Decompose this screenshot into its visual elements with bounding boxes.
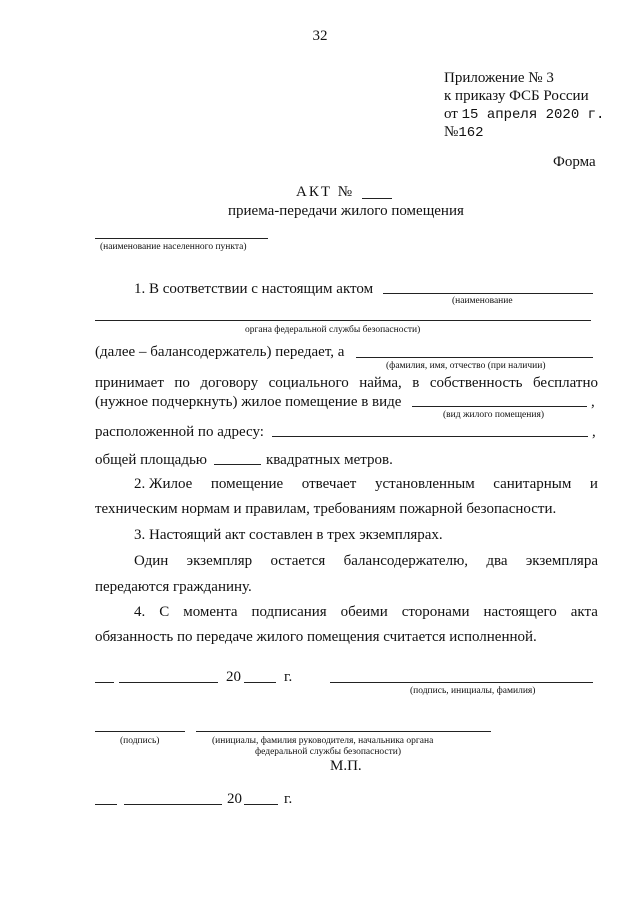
locality-hint: (наименование населенного пункта) (100, 242, 247, 252)
appendix-line-2: к приказу ФСБ России (444, 88, 589, 104)
word: С (159, 604, 170, 620)
area-field[interactable] (214, 464, 261, 465)
comma-1: , (591, 394, 595, 410)
p4-line-2: обязанность по передаче жилого помещения считается исполненной. (95, 629, 537, 645)
word: Один (134, 553, 169, 569)
act-number-field[interactable] (362, 198, 392, 199)
p1-line-6-end: квадратных метров. (266, 452, 393, 468)
word: помещение (210, 476, 284, 492)
word: экземпляр (186, 553, 253, 569)
p3: 3. Настоящий акт составлен в трех экземплярах. (134, 527, 443, 543)
word: принимает (95, 375, 164, 391)
p1-line-6-start: общей площадью (95, 452, 208, 468)
year-prefix-2: 20 (227, 791, 242, 807)
recipient-fio-field[interactable] (356, 357, 593, 358)
year-suffix-2: г. (284, 791, 293, 807)
org-name-hint-1: (наименование (452, 296, 513, 306)
head-hint-2: федеральной службы безопасности) (255, 747, 402, 757)
sign-full-hint: (подпись, инициалы, фамилия) (410, 686, 536, 696)
word: в (412, 375, 420, 391)
appendix-line-1: Приложение № 3 (444, 70, 554, 86)
word: экземпляра (525, 553, 598, 569)
comma-2: , (592, 424, 596, 440)
act-title: АКТ № (296, 184, 355, 200)
word: остается (270, 553, 326, 569)
head-hint-1: (инициалы, фамилия руководителя, начальника органа (212, 736, 434, 746)
appendix-number: 162 (458, 125, 484, 141)
year-prefix-1: 20 (226, 669, 241, 685)
org-name-field-2[interactable] (95, 320, 591, 321)
word: обеими (340, 604, 388, 620)
year-field-2[interactable] (244, 804, 278, 805)
p3b-line-1 (134, 553, 598, 570)
word: по (174, 375, 190, 391)
appendix-line-4 (444, 124, 484, 142)
month-field-2[interactable] (124, 804, 222, 805)
form-label: Форма (553, 154, 596, 170)
word: найма, (359, 375, 402, 391)
month-field-1[interactable] (119, 682, 218, 683)
dwelling-type-hint: (вид жилого помещения) (443, 410, 544, 420)
word: акта (570, 604, 598, 620)
word: отвечает (301, 476, 357, 492)
word: установленным (374, 476, 475, 492)
recipient-signature-field[interactable] (330, 682, 593, 683)
address-field[interactable] (272, 436, 588, 437)
appendix-date: 15 апреля 2020 г. (461, 107, 605, 123)
word: бесплатно (533, 375, 598, 391)
word: момента (183, 604, 238, 620)
p1-line-5: расположенной по адресу: (95, 424, 264, 440)
word: сторонами (401, 604, 470, 620)
head-name-field[interactable] (196, 731, 491, 732)
org-name-hint-2: органа федеральной службы безопасности) (245, 325, 421, 335)
word: 4. (134, 604, 146, 620)
word: балансодержателю, (343, 553, 469, 569)
act-subtitle: приема-передачи жилого помещения (228, 203, 464, 219)
appendix-date-prefix: от (444, 106, 458, 122)
p1-line-3 (95, 375, 598, 392)
word: настоящего (483, 604, 557, 620)
p1-line-2: (далее – балансодержатель) передает, а (95, 344, 345, 360)
p3b-line-2: передаются гражданину. (95, 579, 252, 595)
word: социального (268, 375, 349, 391)
word: 2. Жилое (134, 476, 193, 492)
dwelling-type-field[interactable] (412, 406, 587, 407)
day-field-2[interactable] (95, 804, 117, 805)
head-signature-field[interactable] (95, 731, 185, 732)
word: два (486, 553, 508, 569)
day-field-1[interactable] (95, 682, 114, 683)
p2-line-2: техническим нормам и правилам, требованиям пожарной безопасности. (95, 501, 557, 517)
fio-hint: (фамилия, имя, отчество (при наличии) (386, 361, 546, 371)
p4-line-1 (134, 604, 598, 621)
appendix-line-3 (444, 106, 604, 124)
sign-hint: (подпись) (120, 736, 160, 746)
page-number: 32 (312, 28, 328, 44)
word: санитарным (493, 476, 572, 492)
year-suffix-1: г. (284, 669, 293, 685)
word: и (589, 476, 598, 492)
org-name-field[interactable] (383, 293, 593, 294)
word: подписания (251, 604, 327, 620)
word: договору (200, 375, 259, 391)
word: собственность (429, 375, 523, 391)
locality-field[interactable] (95, 238, 268, 239)
appendix-number-prefix: № (444, 124, 459, 140)
stamp-place: М.П. (330, 758, 362, 774)
p1-line-4: (нужное подчеркнуть) жилое помещение в виде (95, 394, 402, 410)
p2-line-1 (134, 476, 598, 493)
p1-start: 1. В соответствии с настоящим актом (134, 281, 374, 297)
year-field-1[interactable] (244, 682, 276, 683)
